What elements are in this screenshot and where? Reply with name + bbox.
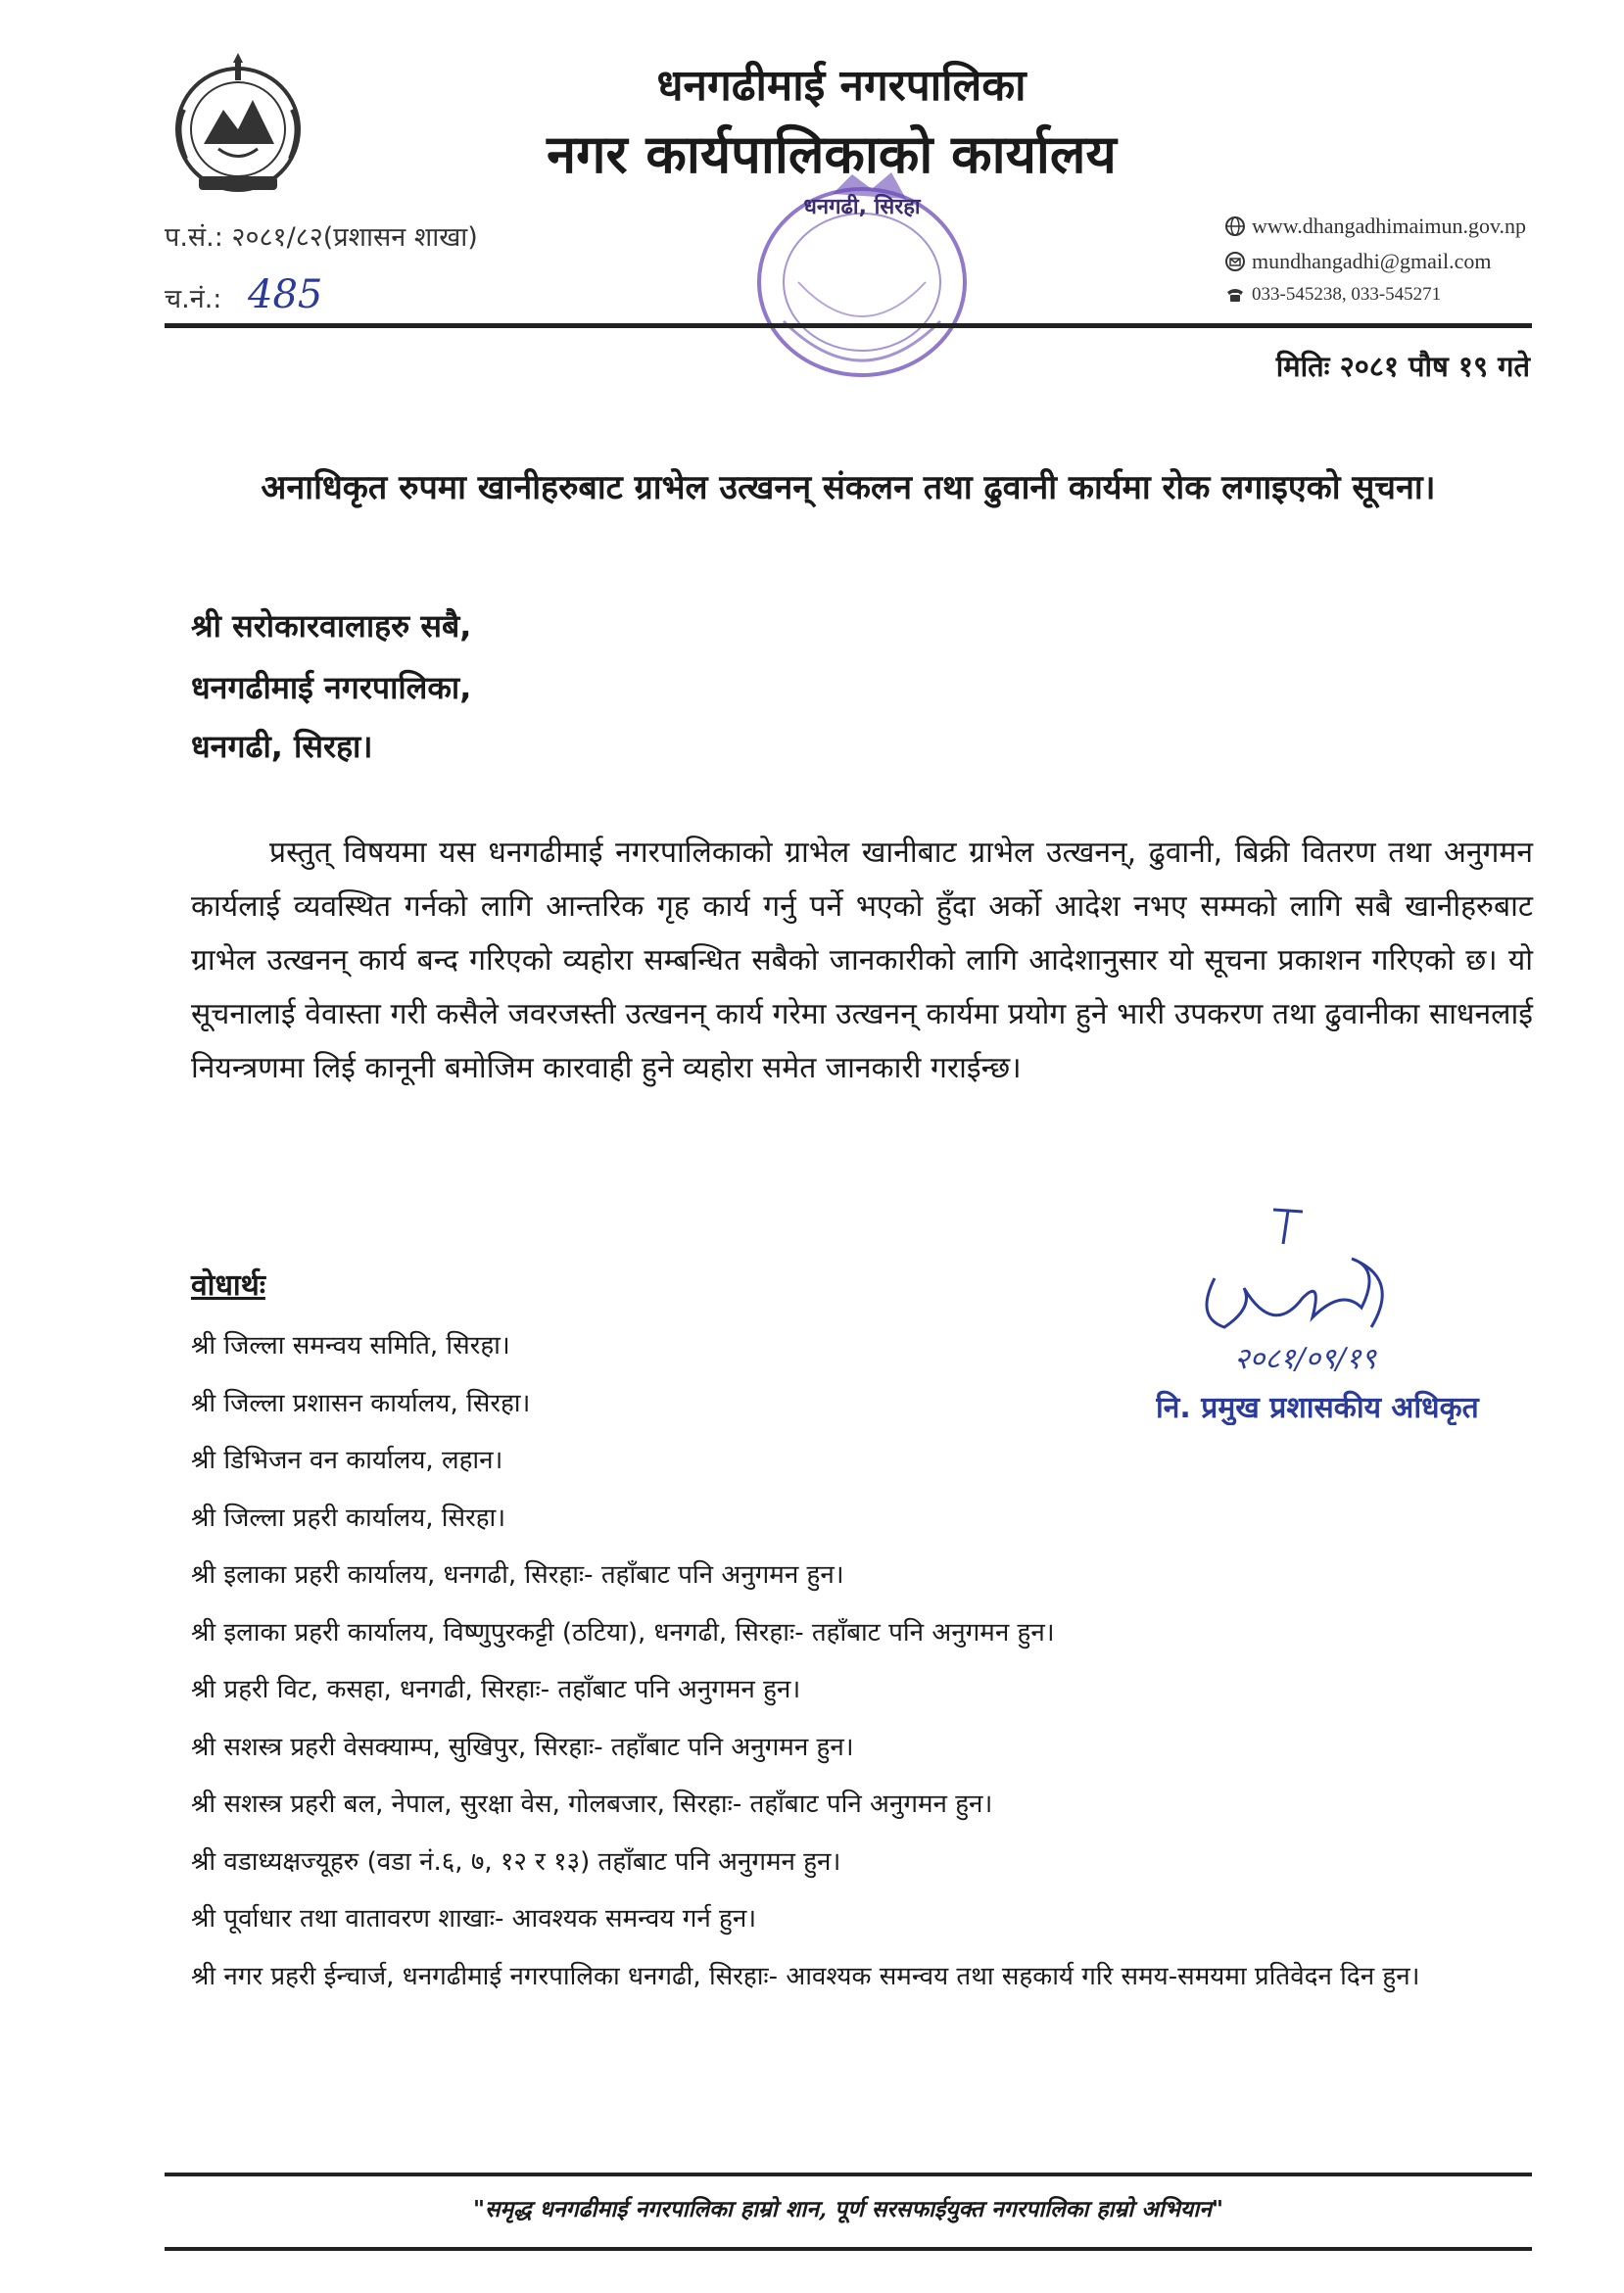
cc-item: श्री प्रहरी विट, कसहा, धनगढी, सिरहाः- तहाँबाट पनि अनुगमन हुन।: [191, 1675, 801, 1704]
cc-item: श्री जिल्ला समन्वय समिति, सिरहा।: [191, 1331, 510, 1361]
dispatch-number-row: [165, 272, 322, 317]
cc-item: श्री वडाध्यक्षज्यूहरु (वडा नं.६, ७, १२ र १३) तहाँबाट पनि अनुगमन हुन।: [191, 1846, 841, 1877]
header-divider: [165, 323, 1532, 328]
email-text: mundhangadhi@gmail.com: [1252, 249, 1492, 273]
letter-date: मितिः २०८१ पौष १९ गते: [1275, 350, 1530, 383]
addressee-line-1: श्री सरोकारवालाहरु सबै,: [191, 607, 472, 645]
addressee-line-2: धनगढीमाई नगरपालिका,: [191, 669, 472, 706]
cc-item: श्री नगर प्रहरी ईन्चार्ज, धनगढीमाई नगरपालिका धनगढी, सिरहाः- आवश्यक समन्वय तथा सहकार्य गरि समय-समयमा प्रतिवेदन दिन हुन।: [191, 1961, 1420, 1991]
stamp-text: धनगढी, सिरहा: [803, 195, 921, 219]
footer-divider-top: [165, 2173, 1532, 2176]
contact-email: [1224, 249, 1492, 274]
website-text: www.dhangadhimaimun.gov.np: [1252, 214, 1527, 238]
phone-icon: [1224, 284, 1246, 306]
phone-text: 033-545238, 033-545271: [1252, 284, 1442, 305]
signature-date: २०८१/०९/१९: [1234, 1342, 1377, 1376]
designation-stamp: नि. प्रमुख प्रशासकीय अधिकृत: [1156, 1391, 1479, 1425]
cc-list: [191, 1317, 1533, 2005]
contact-phone: [1224, 284, 1441, 306]
office-name: नगर कार्यपालिकाको कार्यालय: [547, 123, 1117, 185]
official-stamp: [725, 155, 999, 419]
cc-item: श्री जिल्ला प्रशासन कार्यालय, सिरहा।: [191, 1388, 531, 1418]
reference-number: प.सं.: २०८१/८२(प्रशासन शाखा): [165, 222, 478, 253]
cc-item: श्री डिभिजन वन कार्यालय, लहान।: [191, 1446, 503, 1475]
footer-slogan: "समृद्ध धनगढीमाई नगरपालिका हाम्रो शान, पूर्ण सरसफाईयुक्त नगरपालिका हाम्रो अभियान": [473, 2196, 1223, 2222]
footer-divider-bottom: [165, 2247, 1532, 2251]
dispatch-number-handwritten: 485: [248, 272, 323, 317]
notice-body: प्रस्तुत् विषयमा यस धनगढीमाई नगरपालिकाको ग्राभेल खानीबाट ग्राभेल उत्खनन्, ढुवानी, बिक्री वितरण तथा अनुगमन कार्यलाई व्यवस्थित गर्नको लागि आन्तरिक गृह कार्य गर्नु पर्ने भएको हुँदा अर्को आदेश नभए सम्मको लागि सबै खानीहरुबाट ग्राभेल उत्खनन् कार्य बन्द गरिएको व्यहोरा सम्बन्धित सबैको जानकारीको लागि आदेशानुसार यो सूचना प्रकाशन गरिएको छ। यो सूचनालाई वेवास्ता गरी कसैले जवरजस्ती उत्खनन् कार्य गरेमा उत्खनन् कार्यमा प्रयोग हुने भारी उपकरण तथा ढुवानीका साधनलाई नियन्त्रणमा लिई कानूनी बमोजिम कारवाही हुने व्यहोरा समेत जानकारी गराईन्छ।: [191, 836, 1533, 1085]
cc-item: श्री पूर्वाधार तथा वातावरण शाखाः- आवश्यक समन्वय गर्न हुन।: [191, 1904, 757, 1934]
organization-name: धनगढीमाई नगरपालिका: [656, 61, 1027, 111]
cc-item: श्री इलाका प्रहरी कार्यालय, विष्णुपुरकट्टी (ठटिया), धनगढी, सिरहाः- तहाँबाट पनि अनुगमन हुन।: [191, 1617, 1055, 1648]
cc-item: श्री सशस्त्र प्रहरी बल, नेपाल, सुरक्षा वेस, गोलबजार, सिरहाः- तहाँबाट पनि अनुगमन हुन।: [191, 1790, 993, 1819]
cc-item: श्री इलाका प्रहरी कार्यालय, धनगढी, सिरहाः- तहाँबाट पनि अनुगमन हुन।: [191, 1560, 844, 1590]
addressee-line-3: धनगढी, सिरहा।: [191, 728, 373, 765]
notice-subject: अनाधिकृत रुपमा खानीहरुबाट ग्राभेल उत्खनन् संकलन तथा ढुवानी कार्यमा रोक लगाइएको सूचना।: [261, 468, 1436, 507]
contact-website: [1224, 214, 1526, 239]
cc-heading: वोधार्थः: [191, 1268, 265, 1303]
cc-item: श्री जिल्ला प्रहरी कार्यालय, सिरहा।: [191, 1503, 506, 1533]
globe-icon: [1224, 215, 1246, 237]
cc-item: श्री सशस्त्र प्रहरी वेसक्याम्प, सुखिपुर, सिरहाः- तहाँबाट पनि अनुगमन हुन।: [191, 1732, 854, 1762]
dispatch-label: च.नं.:: [165, 284, 222, 314]
email-icon: [1224, 251, 1246, 272]
